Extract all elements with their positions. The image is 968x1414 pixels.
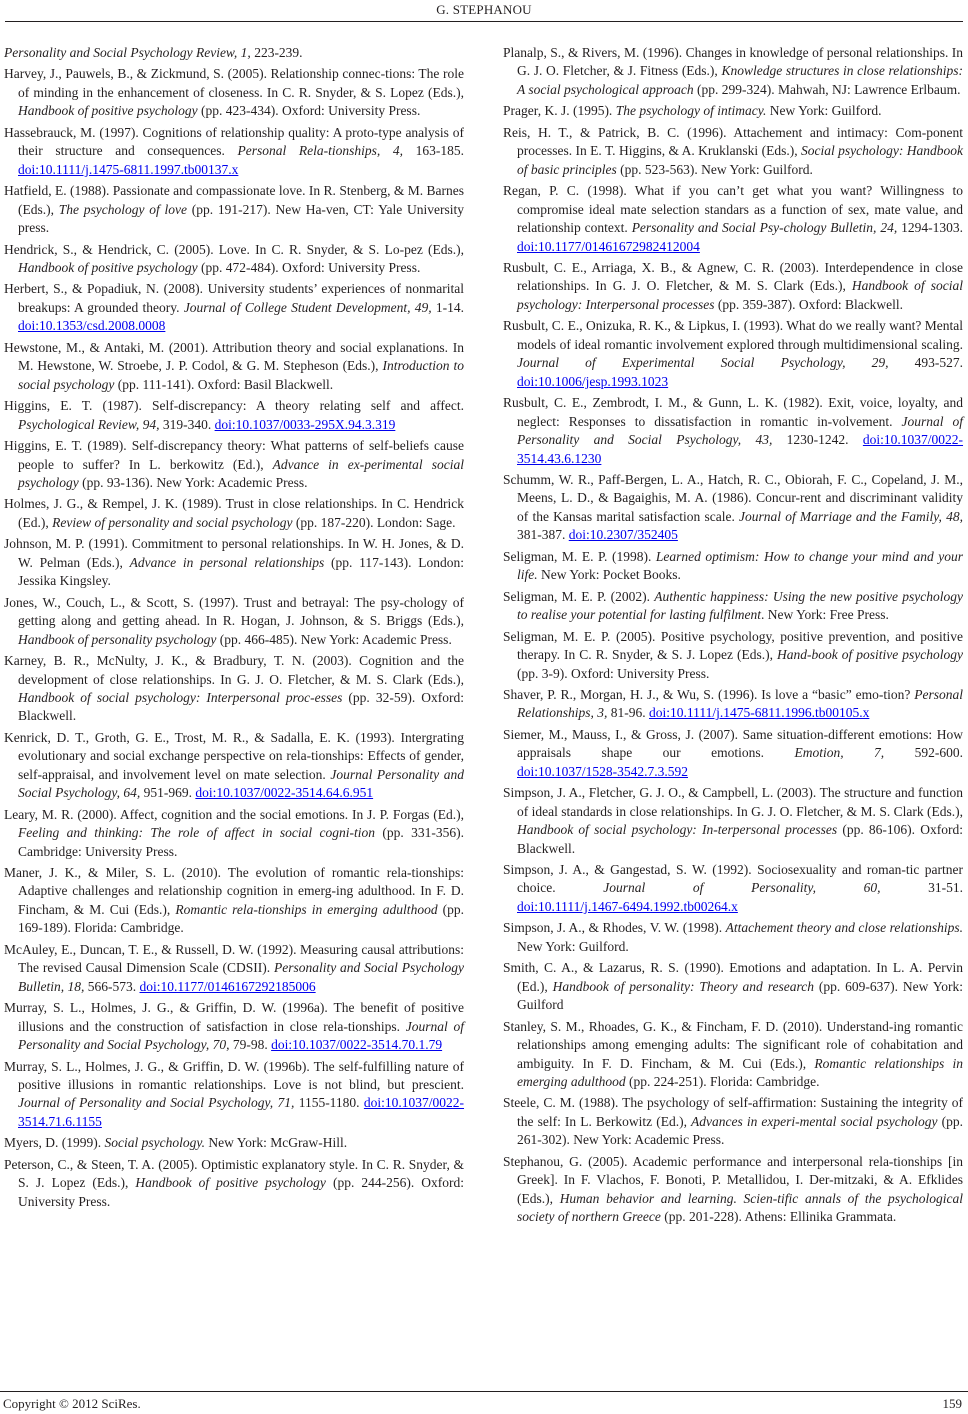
doi-link[interactable]: doi:10.1111/j.1475-6811.1996.tb00105.x — [649, 705, 870, 721]
reference-text: Hewstone, M., & Antaki, M. (2001). Attribution theory and social explanations. In M. Hewstone, W. Stroebe, J. P. Codol, & G. M. Stepheson (Eds.), — [4, 339, 464, 374]
reference-source-title: Journal of Personality, 60, — [603, 880, 881, 896]
reference-text: Simpson, J. A., & Rhodes, V. W. (1998). — [503, 920, 726, 936]
reference-text: Reis, H. T., & Patrick, B. C. (1996). Attachement and intimacy: Com-ponent processes. In E. T. Higgins, & A. Kruklanski (Eds.), — [503, 124, 963, 159]
reference-entry — [503, 548, 963, 585]
doi-link[interactable]: doi:10.1037/0022-3514.71.6.1155 — [18, 1095, 465, 1129]
reference-entry — [503, 726, 963, 781]
reference-text: 381-387. — [517, 527, 569, 543]
running-header: G. STEPHANOU — [436, 2, 532, 17]
reference-source-title: Journal Personality and Social Psychology, 64, — [18, 766, 464, 801]
reference-entry — [503, 1018, 963, 1092]
doi-link[interactable]: doi:10.1006/jesp.1993.1023 — [517, 373, 669, 389]
reference-entry — [4, 1058, 464, 1132]
reference-text: (pp. 86-106). Oxford: Blackwell. — [517, 822, 963, 856]
reference-text: (pp. 187-220). London: Sage. — [292, 514, 456, 530]
reference-text: Seligman, M. E. P. (2005). Positive psychology, positive prevention, and positive therapy. In C. R. Snyder, & S. J. Lopez (Eds.), — [503, 628, 963, 663]
header-rule — [5, 21, 963, 22]
doi-link[interactable]: doi:10.1177/0146167292185006 — [139, 978, 316, 994]
reference-source-title: Attachement theory and close relationships. — [725, 920, 963, 936]
reference-text: Higgins, E. T. (1989). Self-discrepancy theory: What patterns of self-beliefs cause people to suffer? In L. berkowitz (Ed.), — [4, 438, 464, 472]
reference-text: 1155-1180. — [294, 1095, 364, 1111]
reference-source-title: Handbook of social psychology: Interpersonal processes — [517, 278, 963, 312]
reference-text: (pp. 609-637). New York: Guilford — [517, 978, 963, 1013]
reference-entry — [4, 1156, 464, 1211]
reference-text: Myers, D. (1999). — [4, 1135, 105, 1151]
reference-text: McAuley, E., Duncan, T. E., & Russell, D. W. (1992). Measuring causal attributions: The revised Causal Dimension Scale (CDSII). — [4, 941, 464, 976]
reference-text: Hatfield, E. (1988). Passionate and compassionate love. In R. Stenberg, & M. Barnes (Eds.), — [4, 183, 464, 217]
reference-entry — [4, 437, 464, 492]
reference-text: Hassebrauck, M. (1997). Cognitions of relationship quality: A proto-type analysis of their structure and consequences. — [4, 124, 464, 159]
reference-text: 319-340. — [159, 416, 215, 432]
reference-text: Rusbult, C. E., Onizuka, R. K., & Lipkus, I. (1993). What do we really want? Mental models of ideal romantic involvement explored through multidimensional scaling. — [503, 318, 963, 352]
reference-text: New York: Guilford. — [517, 938, 629, 954]
reference-text: Seligman, M. E. P. (1998). — [503, 548, 656, 564]
reference-text: 223-239. — [250, 45, 303, 60]
doi-link[interactable]: doi:10.1177/01461672982412004 — [517, 238, 700, 254]
reference-source-title: Psychological Review, 94, — [18, 416, 160, 432]
reference-entry — [4, 806, 464, 861]
reference-text: Johnson, M. P. (1991). Commitment to personal relationships. In W. H. Jones, & D. W. Pelman (Eds.), — [4, 536, 464, 570]
reference-text: 1294-1303. — [897, 220, 964, 236]
reference-source-title: Journal of Personality and Social Psychology, 71, — [18, 1095, 295, 1111]
reference-text: 1230-1242. — [772, 432, 863, 448]
reference-source-title: Advance in ex-perimental social psychology — [18, 456, 464, 490]
reference-source-title: Social psychology: Handbook of basic principles — [517, 143, 964, 177]
reference-entry — [4, 339, 464, 394]
reference-text: Maner, J. K., & Miler, S. L. (2010). The evolution of romantic rela-tionships: Adaptive challenges and relationship cognition in emerg-ing adulthood. In F. D. Fincham, & M. Cui (Eds.), — [4, 865, 464, 917]
reference-entry — [503, 317, 963, 391]
reference-text: (pp. 191-217). New Ha-ven, CT: Yale University press. — [18, 201, 464, 236]
reference-text: Steele, C. M. (1988). The psychology of self-affirmation: Sustaining the integrity of the self: In L. Berkowitz (Ed.), — [503, 1095, 963, 1129]
reference-text: Schumm, W. R., Paff-Bergen, L. A., Hatch, R. C., Obiorah, F. C., Copeland, J. M., Meens, L. D., & Bagaighis, M. A. (1986). Concur-rent and discriminant validity of the Kansas marital satisfaction scale. — [503, 471, 963, 524]
reference-text: Smith, C. A., & Lazarus, R. S. (1990). Emotions and adaptation. In L. A. Pervin (Ed.), — [503, 960, 963, 994]
reference-text: Seligman, M. E. P. (2002). — [503, 588, 655, 604]
reference-text: Shaver, P. R., Morgan, H. J., & Wu, S. (1996). Is love a “basic” emo-tion? — [503, 686, 915, 702]
reference-source-title: Journal of Experimental Social Psychology, 29, — [517, 355, 889, 371]
reference-text: Siemer, M., Mauss, I., & Gross, J. (2007). Same situation-different emotions: How appraisals shape our emotions. — [503, 726, 963, 761]
reference-source-title: Personality and Social Psy-chology Bulletin, 24, — [631, 220, 898, 236]
reference-entry — [4, 999, 464, 1054]
reference-entry — [503, 919, 963, 956]
reference-text: Peterson, C., & Steen, T. A. (2005). Optimistic explanatory style. In C. R. Snyder, & S. J. Lopez (Eds.), — [4, 1156, 464, 1191]
reference-text: Hendrick, S., & Hendrick, C. (2005). Love. In C. R. Snyder, & S. Lo-pez (Eds.), — [4, 241, 464, 257]
reference-source-title: Romantic rela-tionships in emerging adulthood — [175, 901, 438, 917]
reference-source-title: Advance in personal relationships — [129, 554, 325, 570]
reference-text: Herbert, S., & Popadiuk, N. (2008). University students’ experiences of nonmarital breakups: A grounded theory. — [4, 281, 464, 315]
reference-entry — [4, 864, 464, 938]
reference-text: 1-14. — [431, 299, 465, 315]
reference-text: Karney, B. R., McNulty, J. K., & Bradbury, T. N. (2003). Cognition and the development of close relationships. In G. J. O. Fletcher, & M. S. Clark (Eds.), — [4, 653, 464, 687]
reference-entry — [503, 686, 963, 723]
reference-text: (pp. 117-143). London: Jessika Kingsley. — [18, 554, 464, 589]
reference-source-title: Social psychology. — [104, 1135, 205, 1151]
references-right-column — [503, 44, 963, 1230]
reference-text: Stanley, S. M., Rhoades, G. K., & Fincham, F. D. (2010). Understand-ing romantic relationships among emenging adults: The significant role of cohabitation and ambiguity. In F. D. Fincham, & M. Cui (Eds.), — [503, 1018, 963, 1071]
reference-source-title: Journal of College Student Development, 49, — [183, 299, 432, 315]
page-number: 159 — [942, 1396, 962, 1411]
reference-source-title: Journal of Personality and Social Psychology, 70, — [18, 1018, 464, 1053]
doi-link[interactable]: doi:10.1037/0033-295X.94.3.319 — [214, 416, 396, 432]
reference-entry — [503, 102, 963, 120]
reference-text: Planalp, S., & Rivers, M. (1996). Changes in knowledge of personal relationships. In G. J. O. Fletcher, & J. Fitness (Eds.), — [503, 45, 963, 79]
reference-text: 951-969. — [140, 785, 196, 801]
reference-text: Simpson, J. A., & Gangestad, S. W. (1992). Sociosexuality and roman-tic partner choice. — [503, 862, 963, 896]
reference-source-title: Personal Relationships, 3, — [517, 686, 963, 721]
reference-entry — [4, 652, 464, 726]
reference-source-title: Authentic happiness: Using the new positive psychology to realise your potential for lasting fulfilment — [517, 588, 963, 623]
reference-source-title: Journal of Personality and Social Psychology, 43, — [517, 413, 963, 448]
doi-link[interactable]: doi:10.1111/j.1467-6494.1992.tb00264.x — [517, 898, 738, 914]
doi-link[interactable]: doi:10.1037/0022-3514.70.1.79 — [271, 1037, 443, 1053]
reference-text: Stephanou, G. (2005). Academic performance and interpersonal rela-tionships [in Greek]. In F. Vlachos, F. Bonoti, P. Metallidou, I. Der-mitzaki, & A. Efklides (Eds.), — [503, 1153, 963, 1206]
reference-source-title: Review of personality and social psychology — [52, 514, 293, 530]
reference-entry — [4, 729, 464, 803]
reference-source-title: Human behavior and learning. Scien-tific annals of the psychological society of northern Greece — [517, 1190, 963, 1225]
reference-text: 163-185. — [403, 143, 465, 159]
reference-source-title: Hand-book of positive psychology — [776, 647, 963, 663]
reference-text: 79-98. — [229, 1037, 272, 1053]
reference-entry — [503, 1153, 963, 1227]
reference-source-title: Handbook of social psychology: Interpersonal proc-esses — [18, 689, 343, 705]
references-left-column — [4, 44, 464, 1214]
reference-text: (pp. 523-563). New York: Guilford. — [616, 161, 813, 177]
reference-text: Murray, S. L., Holmes, J. G., & Griffin, D. W. (1996b). The self-fulfilling nature of positive illusions in romantic relationships. Love is not blind, but prescient. — [4, 1058, 464, 1093]
reference-entry — [4, 241, 464, 278]
reference-text: New York: Guilford. — [766, 103, 882, 119]
doi-link[interactable]: doi:10.1037/0022-3514.43.6.1230 — [517, 432, 964, 466]
reference-source-title: Handbook of social psychology: In-terpersonal processes — [517, 822, 838, 838]
reference-text: (pp. 331-356). Cambridge: University Press. — [18, 825, 464, 859]
reference-text: (pp. 466-485). New York: Academic Press. — [216, 631, 452, 647]
reference-entry — [4, 65, 464, 120]
reference-source-title: Personal Rela-tionships, 4, — [237, 143, 404, 159]
reference-text: (pp. 93-136). New York: Academic Press. — [78, 474, 308, 490]
reference-entry — [503, 182, 963, 256]
reference-text: Kenrick, D. T., Groth, G. E., Trost, M. R., & Sadalla, E. K. (1993). Intergrating evolutionary and social exchange perspective on rela-tionships: Effects of gender, self-appraisal, and involvement level on mate selection. — [4, 729, 464, 782]
reference-text: 566-573. — [84, 978, 140, 994]
reference-text: . New York: Free Press. — [761, 607, 889, 623]
reference-text: Leary, M. R. (2000). Affect, cognition and the social emotions. In J. P. Forgas (Ed.), — [4, 806, 464, 822]
reference-entry — [4, 182, 464, 237]
reference-entry — [4, 495, 464, 532]
reference-source-title: Romantic relationships in emerging adulthood — [517, 1055, 963, 1090]
reference-text: (pp. 359-387). Oxford: Blackwell. — [714, 296, 904, 312]
reference-source-title: Feeling and thinking: The role of affect in social cogni-tion — [18, 825, 375, 841]
reference-entry — [503, 471, 963, 545]
reference-text: 493-527. — [888, 355, 963, 371]
reference-entry — [4, 594, 464, 649]
reference-text: (pp. 472-484). Oxford: University Press. — [197, 259, 421, 275]
reference-text: New York: McGraw-Hill. — [204, 1135, 348, 1151]
reference-source-title: Handbook of personality psychology — [18, 631, 217, 647]
reference-text: (pp. 201-228). Athens: Ellinika Grammata. — [660, 1209, 897, 1225]
reference-text: Rusbult, C. E., Arriaga, X. B., & Agnew, C. R. (2003). Interdependence in close relationships. In G. J. O. Fletcher, & M. S. Clark (Eds.), — [503, 259, 963, 294]
reference-text: Jones, W., Couch, L., & Scott, S. (1997). Trust and betrayal: The psy-chology of getting along and getting ahead. In R. Hogan, J. Johnson, & S. Briggs (Eds.), — [4, 594, 464, 629]
doi-link[interactable]: doi:10.1037/0022-3514.64.6.951 — [195, 785, 374, 801]
reference-text: (pp. 261-302). New York: Academic Press. — [517, 1113, 963, 1148]
reference-source-title: Handbook of positive psychology — [135, 1175, 326, 1191]
footer-rule — [0, 1391, 968, 1392]
reference-text: 81-96. — [607, 705, 649, 721]
reference-source-title: Knowledge structures in close relationships: A social psychological approach — [517, 63, 963, 97]
reference-entry — [503, 588, 963, 625]
doi-link[interactable]: doi:10.1353/csd.2008.0008 — [18, 318, 166, 334]
reference-entry — [4, 124, 464, 179]
reference-entry — [503, 1094, 963, 1149]
reference-source-title: Emotion, 7, — [794, 745, 885, 761]
reference-entry — [503, 44, 963, 99]
reference-entry — [503, 259, 963, 314]
reference-text: Regan, P. C. (1998). What if you can’t get what you want? Willingness to compromise ideal mate selection standars as a function of sex, mate value, and relationship context. — [503, 183, 963, 236]
reference-text: (pp. 244-256). Oxford: University Press. — [18, 1175, 464, 1209]
reference-entry — [503, 784, 963, 858]
reference-entry — [503, 959, 963, 1014]
reference-source-title: Personality and Social Psychology Review, 1, — [4, 45, 251, 60]
reference-text: 592-600. — [884, 745, 964, 761]
copyright-notice: Copyright © 2012 SciRes. — [3, 1396, 141, 1411]
reference-text: New York: Pocket Books. — [537, 567, 681, 583]
reference-source-title: Learned optimism: How to change your mind and your life. — [517, 548, 963, 583]
reference-text: (pp. 299-324). Mahwah, NJ: Lawrence Erlbaum. — [693, 81, 961, 97]
reference-source-title: Journal of Marriage and the Family, 48, — [739, 508, 963, 524]
reference-text: (pp. 32-59). Oxford: Blackwell. — [18, 689, 464, 724]
reference-text: (pp. 169-189). Florida: Cambridge. — [18, 901, 465, 936]
reference-text: Holmes, J. G., & Rempel, J. K. (1989). Trust in close relationships. In C. Hendrick (Ed.), — [4, 496, 464, 530]
reference-text: 31-51. — [880, 880, 963, 896]
reference-source-title: Advances in experi-mental social psychology — [691, 1113, 938, 1129]
reference-text: (pp. 423-434). Oxford: University Press. — [197, 103, 421, 119]
doi-link[interactable]: doi:10.1111/j.1475-6811.1997.tb00137.x — [18, 161, 239, 177]
reference-entry — [4, 397, 464, 434]
reference-source-title: The psychology of intimacy. — [615, 103, 767, 119]
doi-link[interactable]: doi:10.2307/352405 — [568, 527, 678, 543]
reference-text: Prager, K. J. (1995). — [503, 103, 616, 119]
reference-text: (pp. 111-141). Oxford: Basil Blackwell. — [114, 376, 334, 392]
reference-entry — [503, 628, 963, 683]
reference-entry — [4, 44, 464, 62]
reference-source-title: Handbook of positive psychology — [18, 103, 198, 119]
reference-source-title: Handbook of personality: Theory and research — [552, 978, 814, 994]
reference-source-title: The psychology of love — [58, 201, 187, 217]
reference-text: (pp. 3-9). Oxford: University Press. — [517, 665, 710, 681]
reference-entry — [4, 1134, 464, 1152]
reference-entry — [4, 280, 464, 335]
reference-entry — [4, 941, 464, 996]
reference-source-title: Introduction to social psychology — [18, 358, 464, 392]
reference-text: (pp. 224-251). Florida: Cambridge. — [625, 1074, 820, 1090]
doi-link[interactable]: doi:10.1037/1528-3542.7.3.592 — [517, 763, 688, 779]
reference-entry — [4, 535, 464, 590]
reference-text: Simpson, J. A., Fletcher, G. J. O., & Campbell, L. (2003). The structure and function of ideal standards in close relationships. In G. J. O. Fletcher, & M. S. Clark (Eds.), — [503, 785, 963, 819]
reference-source-title: Handbook of positive psychology — [18, 259, 198, 275]
reference-text: Higgins, E. T. (1987). Self-discrepancy: A theory relating self and affect. — [4, 398, 464, 414]
reference-text: Murray, S. L., Holmes, J. G., & Griffin, D. W. (1996a). The benefit of positive illusions and the construction of satisfaction in close rela-tionships. — [4, 1000, 464, 1034]
reference-entry — [503, 861, 963, 916]
reference-text: Harvey, J., Pauwels, B., & Zickmund, S. (2005). Relationship connec-tions: The role of minding in the enhancement of closeness. In C. R. Snyder, & S. Lopez (Eds.), — [4, 66, 464, 100]
reference-entry — [503, 394, 963, 468]
reference-entry — [503, 124, 963, 179]
reference-source-title: Personality and Social Psychology Bulletin, 18, — [18, 960, 464, 994]
reference-text: Rusbult, C. E., Zembrodt, I. M., & Gunn, L. K. (1982). Exit, voice, loyalty, and neglect: Responses to dissatisfaction in romantic in-volvement. — [503, 395, 963, 429]
